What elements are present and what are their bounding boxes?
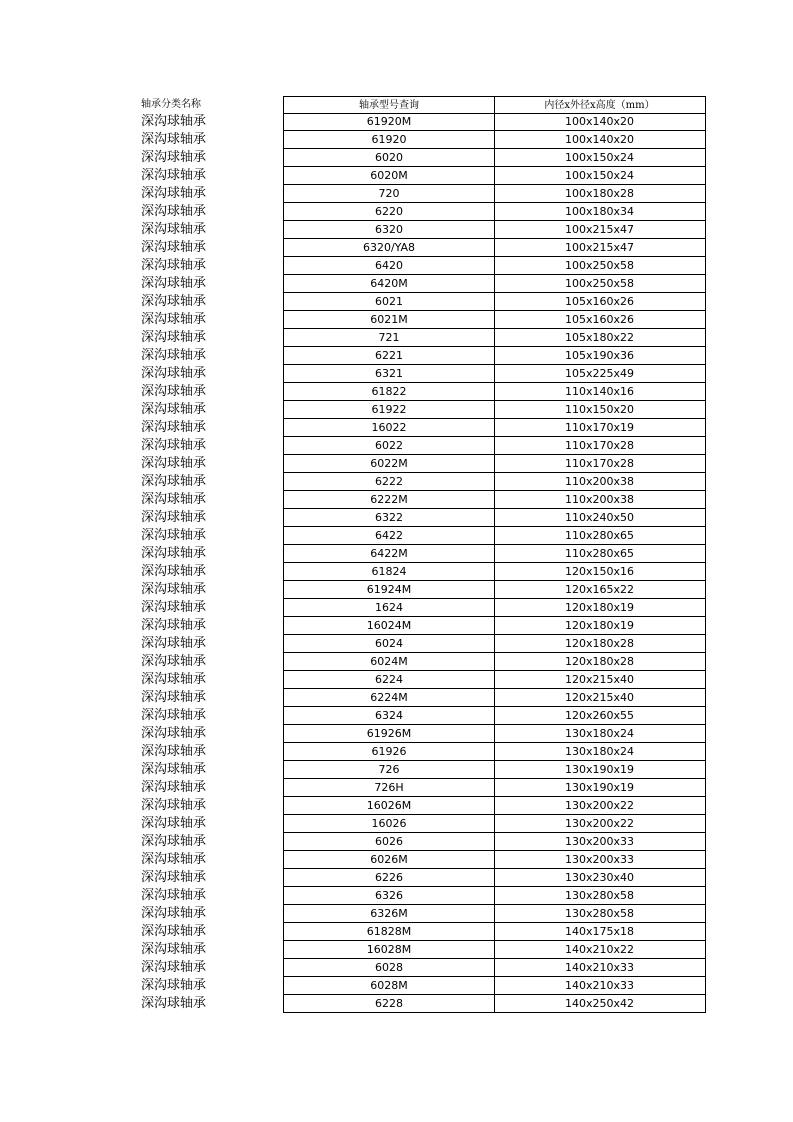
cell-category: 深沟球轴承 — [141, 654, 207, 669]
cell-category: 深沟球轴承 — [141, 258, 207, 273]
cell-model: 6226 — [283, 869, 495, 887]
cell-dimensions: 120x215x40 — [494, 689, 706, 707]
cell-category: 深沟球轴承 — [141, 996, 207, 1011]
cell-model: 6228 — [283, 995, 495, 1013]
cell-model: 6026M — [283, 851, 495, 869]
table-row — [0, 257, 793, 275]
cell-model: 16028M — [283, 941, 495, 959]
table-row — [0, 563, 793, 581]
cell-dimensions: 120x180x28 — [494, 635, 706, 653]
cell-category: 深沟球轴承 — [141, 312, 207, 327]
cell-category: 深沟球轴承 — [141, 474, 207, 489]
cell-dimensions: 130x200x22 — [494, 797, 706, 815]
cell-dimensions: 110x170x19 — [494, 419, 706, 437]
cell-model: 61920 — [283, 131, 495, 149]
cell-dimensions: 130x190x19 — [494, 779, 706, 797]
cell-model: 6022M — [283, 455, 495, 473]
cell-dimensions: 120x150x16 — [494, 563, 706, 581]
table-row — [0, 671, 793, 689]
cell-category: 深沟球轴承 — [141, 744, 207, 759]
table-row — [0, 581, 793, 599]
cell-category: 深沟球轴承 — [141, 510, 207, 525]
cell-model: 61828M — [283, 923, 495, 941]
cell-category: 深沟球轴承 — [141, 564, 207, 579]
table-row — [0, 221, 793, 239]
cell-dimensions: 110x150x20 — [494, 401, 706, 419]
cell-dimensions: 110x200x38 — [494, 473, 706, 491]
header-dimensions: 内径x外径x高度（mm） — [494, 96, 706, 114]
cell-category: 深沟球轴承 — [141, 780, 207, 795]
cell-category: 深沟球轴承 — [141, 690, 207, 705]
cell-model: 6320 — [283, 221, 495, 239]
table-row — [0, 995, 793, 1013]
table-row — [0, 365, 793, 383]
cell-dimensions: 140x210x33 — [494, 959, 706, 977]
cell-model: 61926 — [283, 743, 495, 761]
cell-model: 6022 — [283, 437, 495, 455]
cell-model: 6020 — [283, 149, 495, 167]
cell-model: 721 — [283, 329, 495, 347]
cell-model: 6021 — [283, 293, 495, 311]
cell-category: 深沟球轴承 — [141, 870, 207, 885]
cell-dimensions: 110x140x16 — [494, 383, 706, 401]
table-row — [0, 761, 793, 779]
cell-category: 深沟球轴承 — [141, 726, 207, 741]
table-row — [0, 941, 793, 959]
cell-model: 6024 — [283, 635, 495, 653]
cell-model: 6021M — [283, 311, 495, 329]
cell-category: 深沟球轴承 — [141, 798, 207, 813]
cell-category: 深沟球轴承 — [141, 438, 207, 453]
cell-category: 深沟球轴承 — [141, 618, 207, 633]
cell-category: 深沟球轴承 — [141, 708, 207, 723]
cell-category: 深沟球轴承 — [141, 294, 207, 309]
cell-dimensions: 130x280x58 — [494, 887, 706, 905]
cell-dimensions: 110x200x38 — [494, 491, 706, 509]
cell-category: 深沟球轴承 — [141, 114, 207, 129]
table-row — [0, 869, 793, 887]
cell-model: 6220 — [283, 203, 495, 221]
cell-dimensions: 140x175x18 — [494, 923, 706, 941]
cell-model: 6224 — [283, 671, 495, 689]
table-row — [0, 149, 793, 167]
cell-model: 726 — [283, 761, 495, 779]
cell-model: 6024M — [283, 653, 495, 671]
cell-model: 6028 — [283, 959, 495, 977]
cell-model: 6221 — [283, 347, 495, 365]
cell-category: 深沟球轴承 — [141, 546, 207, 561]
cell-model: 726H — [283, 779, 495, 797]
cell-dimensions: 100x150x24 — [494, 149, 706, 167]
table-row — [0, 275, 793, 293]
cell-category: 深沟球轴承 — [141, 636, 207, 651]
cell-model: 61824 — [283, 563, 495, 581]
cell-model: 16026 — [283, 815, 495, 833]
cell-category: 深沟球轴承 — [141, 528, 207, 543]
cell-category: 深沟球轴承 — [141, 960, 207, 975]
cell-category: 深沟球轴承 — [141, 168, 207, 183]
cell-category: 深沟球轴承 — [141, 942, 207, 957]
cell-dimensions: 120x180x19 — [494, 617, 706, 635]
table-row — [0, 815, 793, 833]
cell-dimensions: 130x180x24 — [494, 725, 706, 743]
cell-dimensions: 110x280x65 — [494, 545, 706, 563]
cell-model: 6326M — [283, 905, 495, 923]
cell-category: 深沟球轴承 — [141, 924, 207, 939]
table-row — [0, 509, 793, 527]
table-row — [0, 653, 793, 671]
table-row — [0, 743, 793, 761]
cell-dimensions: 100x140x20 — [494, 113, 706, 131]
cell-dimensions: 120x215x40 — [494, 671, 706, 689]
cell-dimensions: 140x210x22 — [494, 941, 706, 959]
cell-model: 6028M — [283, 977, 495, 995]
cell-dimensions: 130x280x58 — [494, 905, 706, 923]
table-row — [0, 707, 793, 725]
cell-dimensions: 100x140x20 — [494, 131, 706, 149]
cell-category: 深沟球轴承 — [141, 420, 207, 435]
header-model: 轴承型号查询 — [283, 96, 495, 114]
table-row — [0, 239, 793, 257]
table-row — [0, 329, 793, 347]
cell-dimensions: 120x180x19 — [494, 599, 706, 617]
cell-dimensions: 100x180x28 — [494, 185, 706, 203]
table-row — [0, 689, 793, 707]
table-row — [0, 185, 793, 203]
table-row — [0, 473, 793, 491]
cell-category: 深沟球轴承 — [141, 672, 207, 687]
cell-category: 深沟球轴承 — [141, 348, 207, 363]
cell-category: 深沟球轴承 — [141, 456, 207, 471]
cell-category: 深沟球轴承 — [141, 132, 207, 147]
cell-dimensions: 100x150x24 — [494, 167, 706, 185]
cell-category: 深沟球轴承 — [141, 204, 207, 219]
cell-model: 61926M — [283, 725, 495, 743]
cell-model: 6026 — [283, 833, 495, 851]
cell-model: 6420M — [283, 275, 495, 293]
cell-model: 6222 — [283, 473, 495, 491]
table-row — [0, 167, 793, 185]
cell-model: 6321 — [283, 365, 495, 383]
cell-category: 深沟球轴承 — [141, 852, 207, 867]
cell-dimensions: 110x240x50 — [494, 509, 706, 527]
cell-model: 6326 — [283, 887, 495, 905]
cell-category: 深沟球轴承 — [141, 600, 207, 615]
table-row — [0, 851, 793, 869]
cell-dimensions: 100x250x58 — [494, 275, 706, 293]
cell-dimensions: 120x180x28 — [494, 653, 706, 671]
table-row — [0, 887, 793, 905]
table-row — [0, 797, 793, 815]
cell-model: 1624 — [283, 599, 495, 617]
cell-dimensions: 100x180x34 — [494, 203, 706, 221]
cell-model: 720 — [283, 185, 495, 203]
cell-category: 深沟球轴承 — [141, 240, 207, 255]
table-row — [0, 401, 793, 419]
cell-category: 深沟球轴承 — [141, 222, 207, 237]
cell-category: 深沟球轴承 — [141, 402, 207, 417]
table-row — [0, 905, 793, 923]
table-row — [0, 617, 793, 635]
cell-model: 61922 — [283, 401, 495, 419]
cell-model: 16024M — [283, 617, 495, 635]
cell-dimensions: 100x215x47 — [494, 221, 706, 239]
cell-dimensions: 110x280x65 — [494, 527, 706, 545]
cell-category: 深沟球轴承 — [141, 492, 207, 507]
cell-model: 61924M — [283, 581, 495, 599]
cell-category: 深沟球轴承 — [141, 888, 207, 903]
cell-category: 深沟球轴承 — [141, 330, 207, 345]
table-row — [0, 203, 793, 221]
cell-category: 深沟球轴承 — [141, 834, 207, 849]
cell-dimensions: 120x260x55 — [494, 707, 706, 725]
cell-dimensions: 105x180x22 — [494, 329, 706, 347]
table-header-row — [0, 96, 793, 114]
table-row — [0, 545, 793, 563]
cell-category: 深沟球轴承 — [141, 762, 207, 777]
table-row — [0, 725, 793, 743]
cell-dimensions: 130x190x19 — [494, 761, 706, 779]
cell-model: 61822 — [283, 383, 495, 401]
cell-dimensions: 130x230x40 — [494, 869, 706, 887]
table-row — [0, 311, 793, 329]
cell-dimensions: 120x165x22 — [494, 581, 706, 599]
cell-dimensions: 130x180x24 — [494, 743, 706, 761]
cell-model: 16022 — [283, 419, 495, 437]
cell-model: 6322 — [283, 509, 495, 527]
cell-category: 深沟球轴承 — [141, 978, 207, 993]
table-row — [0, 347, 793, 365]
cell-model: 6324 — [283, 707, 495, 725]
cell-dimensions: 130x200x22 — [494, 815, 706, 833]
cell-category: 深沟球轴承 — [141, 582, 207, 597]
cell-category: 深沟球轴承 — [141, 150, 207, 165]
cell-dimensions: 130x200x33 — [494, 851, 706, 869]
cell-model: 6224M — [283, 689, 495, 707]
table-row — [0, 599, 793, 617]
table-row — [0, 923, 793, 941]
table-row — [0, 113, 793, 131]
cell-category: 深沟球轴承 — [141, 276, 207, 291]
table-row — [0, 779, 793, 797]
cell-model: 61920M — [283, 113, 495, 131]
cell-dimensions: 100x215x47 — [494, 239, 706, 257]
cell-model: 6422 — [283, 527, 495, 545]
cell-dimensions: 140x250x42 — [494, 995, 706, 1013]
table-row — [0, 959, 793, 977]
table-row — [0, 293, 793, 311]
cell-category: 深沟球轴承 — [141, 366, 207, 381]
table-row — [0, 131, 793, 149]
cell-model: 6422M — [283, 545, 495, 563]
cell-dimensions: 140x210x33 — [494, 977, 706, 995]
table-row — [0, 635, 793, 653]
table-row — [0, 437, 793, 455]
cell-dimensions: 105x160x26 — [494, 293, 706, 311]
cell-model: 6222M — [283, 491, 495, 509]
cell-dimensions: 105x225x49 — [494, 365, 706, 383]
table-row — [0, 455, 793, 473]
cell-dimensions: 130x200x33 — [494, 833, 706, 851]
cell-dimensions: 105x160x26 — [494, 311, 706, 329]
cell-model: 6020M — [283, 167, 495, 185]
cell-category: 深沟球轴承 — [141, 186, 207, 201]
cell-model: 6320/YA8 — [283, 239, 495, 257]
table-row — [0, 977, 793, 995]
cell-category: 深沟球轴承 — [141, 906, 207, 921]
cell-model: 6420 — [283, 257, 495, 275]
table-row — [0, 491, 793, 509]
cell-model: 16026M — [283, 797, 495, 815]
table-row — [0, 527, 793, 545]
cell-dimensions: 110x170x28 — [494, 455, 706, 473]
table-row — [0, 383, 793, 401]
table-row — [0, 419, 793, 437]
cell-dimensions: 110x170x28 — [494, 437, 706, 455]
cell-dimensions: 105x190x36 — [494, 347, 706, 365]
cell-dimensions: 100x250x58 — [494, 257, 706, 275]
header-category: 轴承分类名称 — [141, 99, 201, 110]
table-row — [0, 833, 793, 851]
cell-category: 深沟球轴承 — [141, 384, 207, 399]
cell-category: 深沟球轴承 — [141, 816, 207, 831]
